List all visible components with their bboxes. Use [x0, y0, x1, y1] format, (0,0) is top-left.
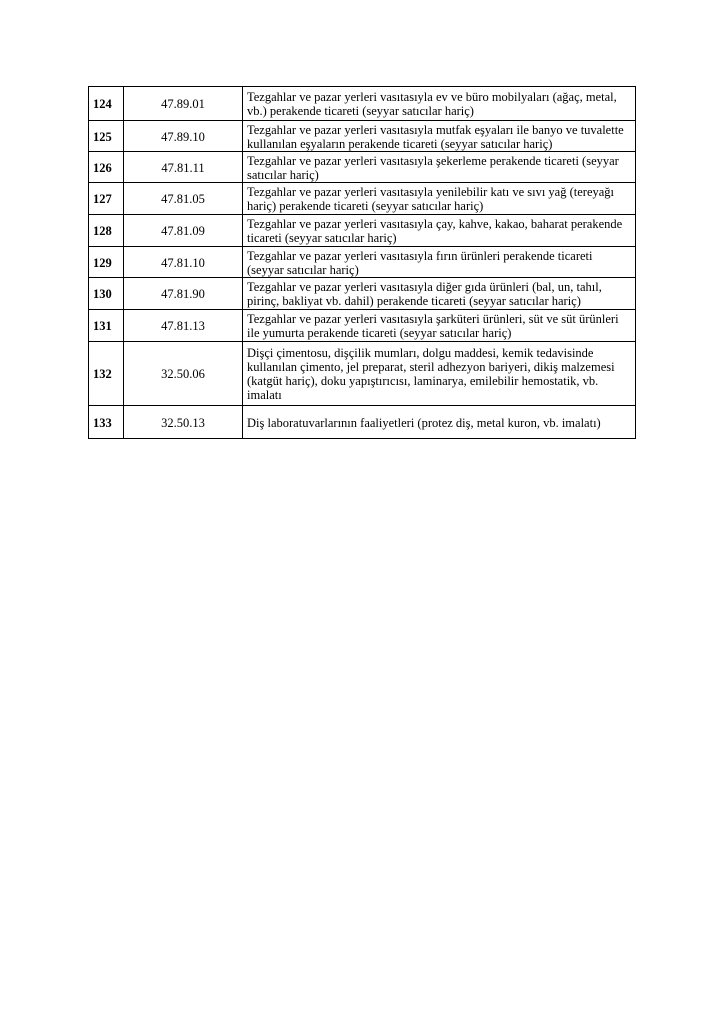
activity-description: Tezgahlar ve pazar yerleri vasıtasıyla çay, kahve, kakao, baharat perakende ticareti (seyyar satıcılar hariç) [243, 215, 636, 247]
nace-code: 47.81.09 [124, 215, 243, 247]
table-row [89, 87, 636, 121]
table-row [89, 183, 636, 215]
table-row [89, 121, 636, 152]
nace-code: 47.81.05 [124, 183, 243, 215]
nace-code: 47.89.01 [124, 87, 243, 121]
nace-code: 47.81.13 [124, 310, 243, 342]
row-number: 125 [89, 121, 124, 152]
row-number: 128 [89, 215, 124, 247]
nace-code: 47.81.10 [124, 247, 243, 278]
nace-code: 47.89.10 [124, 121, 243, 152]
row-number: 133 [89, 406, 124, 439]
activity-description: Diş laboratuvarlarının faaliyetleri (protez diş, metal kuron, vb. imalatı) [243, 406, 636, 439]
activity-description: Tezgahlar ve pazar yerleri vasıtasıyla diğer gıda ürünleri (bal, un, tahıl, pirinç, bakliyat vb. dahil) perakende ticareti (seyyar satıcılar hariç) [243, 278, 636, 310]
activity-description: Dişçi çimentosu, dişçilik mumları, dolgu maddesi, kemik tedavisinde kullanılan çimento, jel preparat, steril adhezyon bariyeri, dikiş malzemesi (katgüt hariç), doku yapıştırıcısı, laminarya, emilebilir hemostatik, vb. imalatı [243, 342, 636, 406]
row-number: 124 [89, 87, 124, 121]
nace-code: 32.50.13 [124, 406, 243, 439]
nace-code: 32.50.06 [124, 342, 243, 406]
activity-description: Tezgahlar ve pazar yerleri vasıtasıyla şekerleme perakende ticareti (seyyar satıcılar hariç) [243, 152, 636, 183]
activity-description: Tezgahlar ve pazar yerleri vasıtasıyla şarküteri ürünleri, süt ve süt ürünleri ile yumurta perakende ticareti (seyyar satıcılar hariç) [243, 310, 636, 342]
table-row [89, 152, 636, 183]
nace-code: 47.81.90 [124, 278, 243, 310]
activity-description: Tezgahlar ve pazar yerleri vasıtasıyla mutfak eşyaları ile banyo ve tuvalette kullanılan eşyaların perakende ticareti (seyyar satıcılar hariç) [243, 121, 636, 152]
row-number: 127 [89, 183, 124, 215]
activity-code-table [88, 86, 636, 439]
row-number: 129 [89, 247, 124, 278]
nace-code: 47.81.11 [124, 152, 243, 183]
table-row [89, 278, 636, 310]
activity-description: Tezgahlar ve pazar yerleri vasıtasıyla fırın ürünleri perakende ticareti (seyyar satıcılar hariç) [243, 247, 636, 278]
table-row [89, 247, 636, 278]
table-row [89, 406, 636, 439]
activity-description: Tezgahlar ve pazar yerleri vasıtasıyla ev ve büro mobilyaları (ağaç, metal, vb.) perakende ticareti (seyyar satıcılar hariç) [243, 87, 636, 121]
table-row [89, 215, 636, 247]
activity-description: Tezgahlar ve pazar yerleri vasıtasıyla yenilebilir katı ve sıvı yağ (tereyağı hariç) perakende ticareti (seyyar satıcılar hariç) [243, 183, 636, 215]
row-number: 131 [89, 310, 124, 342]
row-number: 130 [89, 278, 124, 310]
table-row [89, 310, 636, 342]
table-row [89, 342, 636, 406]
row-number: 126 [89, 152, 124, 183]
row-number: 132 [89, 342, 124, 406]
